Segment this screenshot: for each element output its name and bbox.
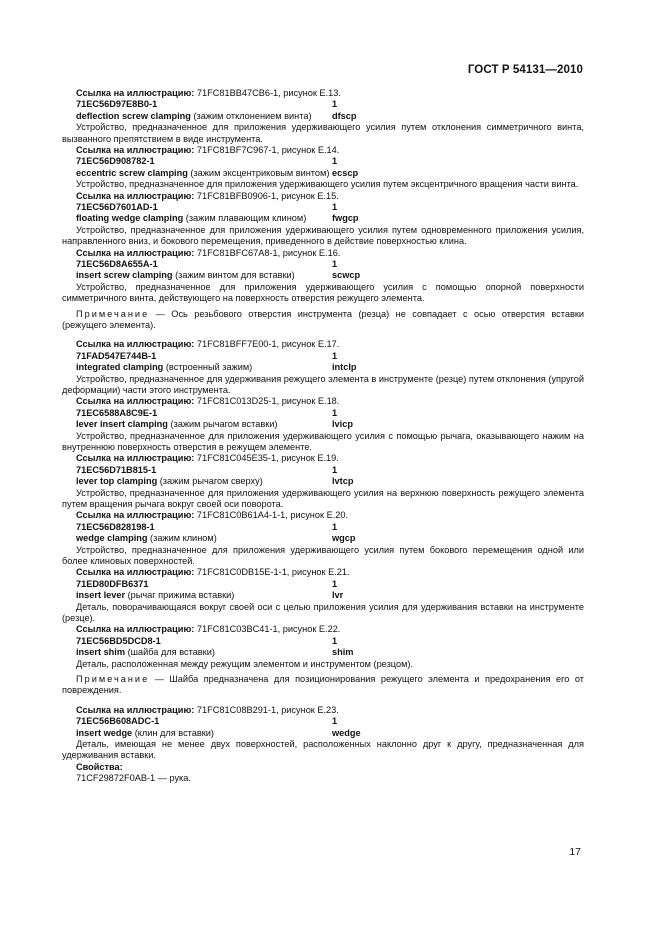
- property-item: 71CF29872F0AB-1 — рука.: [76, 773, 191, 784]
- term-abbreviation: intclp: [332, 362, 357, 373]
- term-russian: (зажим плавающим клином): [185, 213, 307, 224]
- term-code: 71EC56D8A655A-1: [76, 259, 158, 269]
- term-row: [62, 111, 584, 122]
- page-number: 17: [569, 846, 581, 858]
- illustration-ref: [62, 624, 584, 635]
- term-english: integrated clamping: [76, 362, 164, 373]
- term-russian: (шайба для вставки): [127, 647, 215, 658]
- document-body: [62, 88, 584, 785]
- term-description: Устройство, предназначенное для удерживания режущего элемента в инструменте (резце) путем отклонения (упругой деформации) части этого инструмента.: [62, 373, 584, 395]
- term-row: [62, 476, 584, 487]
- illustration-ref: [62, 145, 584, 156]
- term-abbreviation: ecscp: [332, 167, 359, 178]
- term-russian: (зажим отклонением винта): [193, 110, 312, 121]
- term-code-row: [62, 465, 584, 476]
- term-row: [62, 647, 584, 658]
- illustration-ref: [62, 88, 584, 99]
- term-code-row: [62, 408, 584, 419]
- illustration-ref: [62, 453, 584, 464]
- ref-label: Ссылка на иллюстрацию:: [76, 88, 195, 98]
- term-russian: (встроенный зажим): [165, 362, 253, 373]
- term-english: insert screw clamping: [76, 270, 173, 281]
- term-code-row: [62, 579, 584, 590]
- term-name: [76, 111, 312, 122]
- term-english: eccentric screw clamping: [76, 167, 188, 178]
- term-code-number: 1: [332, 716, 338, 727]
- ref-value: 71FC81BFF7E00-1, рисунок Е.17.: [196, 339, 340, 350]
- term-name: [76, 533, 217, 544]
- note: [62, 309, 584, 332]
- term-abbreviation: wedge: [332, 727, 361, 738]
- term-code-number: 1: [332, 259, 338, 269]
- ref-value: 71FC81C03BC41-1, рисунок Е.22.: [196, 624, 341, 635]
- term-description: Устройство, предназначенное для приложения удерживающего усилия путем одновременного приложения усилия, направленного вниз, и бокового перемещения, приведенного в действие поверхностью клина.: [62, 224, 584, 247]
- term-russian: (зажим клином): [150, 533, 217, 544]
- term-code: 71EC56D7601AD-1: [76, 202, 158, 212]
- term-description: Устройство, предназначенное для приложения удерживающего усилия с помощью опорной поверхности симметричного винта, действующего на поверхность отверстия режущего элемента.: [62, 281, 584, 304]
- term-russian: (зажим рычагом сверху): [159, 476, 263, 487]
- term-russian: (зажим рычагом вставки): [170, 419, 278, 430]
- term-english: floating wedge clamping: [76, 213, 184, 224]
- ref-value: 71FC81C013D25-1, рисунок Е.18.: [196, 396, 340, 407]
- term-name: [76, 168, 329, 179]
- term-code-row: [62, 259, 584, 270]
- note: [62, 674, 584, 697]
- term-code: 71EC56BD5DCD8-1: [76, 635, 161, 646]
- ref-label: Ссылка на иллюстрацию:: [76, 624, 195, 635]
- term-code-number: 1: [332, 407, 338, 418]
- term-code-number: 1: [332, 202, 338, 212]
- term-code: 71EC56D71B815-1: [76, 464, 157, 475]
- ref-value: 71FC81C0B61A4-1-1, рисунок Е.20.: [196, 510, 349, 521]
- illustration-ref: [62, 510, 584, 521]
- term-name: [76, 419, 277, 430]
- term-code-row: [62, 99, 584, 110]
- term-english: insert lever: [76, 590, 126, 601]
- ref-label: Ссылка на иллюстрацию:: [76, 567, 195, 578]
- term-description: Устройство, предназначенное для приложения удерживающего усилия путем отклонения симметричного винта, вызванного препятствием в виде инструмента.: [62, 122, 584, 144]
- term-abbreviation: shim: [332, 647, 354, 658]
- ref-value: 71FC81BB47CB6-1, рисунок Е.13.: [196, 88, 341, 98]
- term-name: [76, 270, 295, 281]
- term-english: insert shim: [76, 647, 126, 658]
- illustration-ref: [62, 705, 584, 716]
- term-english: deflection screw clamping: [76, 110, 191, 121]
- term-description: Устройство, предназначенное для приложения удерживающего усилия путем эксцентричного вращения части винта.: [76, 179, 579, 190]
- term-code: 71EC56D908782-1: [76, 156, 155, 167]
- term-row: [62, 419, 584, 430]
- term-row: [62, 168, 584, 179]
- term-code: 71EC56B608ADC-1: [76, 716, 160, 727]
- term-russian: (зажим эксцентриковым винтом): [190, 167, 330, 178]
- ref-value: 71FC81BFC67A8-1, рисунок Е.16.: [196, 247, 341, 258]
- term-code-number: 1: [332, 521, 338, 532]
- term-code-number: 1: [332, 578, 338, 589]
- note-label: Примечание: [76, 674, 150, 684]
- term-russian: (рычаг прижима вставки): [127, 590, 235, 601]
- term-code-number: 1: [332, 156, 338, 167]
- ref-label: Ссылка на иллюстрацию:: [76, 145, 195, 155]
- illustration-ref: [62, 339, 584, 350]
- term-row: [62, 590, 584, 601]
- term-description: Устройство, предназначенное для приложения удерживающего усилия путем бокового перемещения одной или более клиновых поверхностей.: [62, 544, 584, 566]
- term-name: [76, 213, 306, 224]
- term-code: 71FAD547E744B-1: [76, 350, 157, 361]
- ref-label: Ссылка на иллюстрацию:: [76, 510, 195, 521]
- term-name: [76, 590, 234, 601]
- term-code-row: [62, 351, 584, 362]
- ref-label: Ссылка на иллюстрацию:: [76, 704, 195, 715]
- term-code-number: 1: [332, 464, 338, 475]
- illustration-ref: [62, 191, 584, 202]
- term-row: [62, 728, 584, 739]
- term-code: 71EC56D97E8B0-1: [76, 99, 158, 110]
- term-code: 71EC6588A8C9E-1: [76, 407, 158, 418]
- ref-value: 71FC81BF7C967-1, рисунок Е.14.: [196, 145, 340, 155]
- term-abbreviation: lvicp: [332, 419, 353, 430]
- term-description: Устройство, предназначенное для приложения удерживающего усилия с помощью рычага, оказывающего нажим на внутреннюю поверхность отверстия в режущем элементе.: [62, 430, 584, 452]
- term-description: Деталь, имеющая не менее двух поверхностей, расположенных наклонно друг к другу, предназначенная для удерживания вставки.: [62, 739, 584, 761]
- ref-value: 71FC81C0DB15E-1-1, рисунок Е.21.: [196, 567, 350, 578]
- term-abbreviation: scwcp: [332, 270, 361, 281]
- note-text: — Шайба предназначена для позиционирования режущего элемента и предохранения его от повреждения.: [62, 674, 584, 696]
- term-row: [62, 533, 584, 544]
- ref-value: 71FC81C08B291-1, рисунок Е.23.: [196, 704, 339, 715]
- term-code: 71EC56D828198-1: [76, 521, 155, 532]
- term-abbreviation: lvtcp: [332, 476, 354, 487]
- note-text: — Ось резьбового отверстия инструмента (резца) не совпадает с осью отверстия вставки (режущего элемента).: [62, 308, 584, 330]
- term-code-number: 1: [332, 635, 338, 646]
- term-code-number: 1: [332, 99, 338, 110]
- term-description: Деталь, расположенная между режущим элементом и инструментом (резцом).: [76, 658, 413, 669]
- ref-label: Ссылка на иллюстрацию:: [76, 339, 195, 350]
- term-code-row: [62, 156, 584, 167]
- term-english: lever top clamping: [76, 476, 158, 487]
- standard-header: ГОСТ Р 54131—2010: [467, 64, 583, 76]
- term-description: Устройство, предназначенное для приложения удерживающего усилия на верхнюю поверхность режущего элемента путем вращения рычага вокруг своей оси поворота.: [62, 487, 584, 509]
- ref-label: Ссылка на иллюстрацию:: [76, 190, 195, 201]
- term-code-row: [62, 636, 584, 647]
- illustration-ref: [62, 567, 584, 578]
- term-english: lever insert clamping: [76, 419, 168, 430]
- term-code: 71ED80DFB6371: [76, 578, 149, 589]
- term-code-row: [62, 522, 584, 533]
- term-abbreviation: wgcp: [332, 533, 356, 544]
- note-label: Примечание: [76, 308, 150, 319]
- term-abbreviation: dfscp: [332, 110, 357, 121]
- illustration-ref: [62, 396, 584, 407]
- term-name: [76, 647, 215, 658]
- term-code-row: [62, 716, 584, 727]
- term-row: [62, 270, 584, 281]
- term-row: [62, 213, 584, 224]
- term-english: insert wedge: [76, 727, 133, 738]
- term-code-row: [62, 202, 584, 213]
- term-name: [76, 476, 263, 487]
- ref-label: Ссылка на иллюстрацию:: [76, 396, 195, 407]
- illustration-ref: [62, 248, 584, 259]
- ref-label: Ссылка на иллюстрацию:: [76, 453, 195, 464]
- term-code-number: 1: [332, 350, 338, 361]
- term-description: Деталь, поворачивающаяся вокруг своей оси с целью приложения усилия для удерживания вставки на инструменте (резце).: [62, 601, 584, 623]
- term-russian: (зажим винтом для вставки): [175, 270, 295, 281]
- ref-value: 71FC81C045E35-1, рисунок Е.19.: [196, 453, 339, 464]
- properties-label: Свойства:: [76, 761, 123, 772]
- term-abbreviation: fwgcp: [332, 213, 359, 224]
- ref-value: 71FC81BFB0906-1, рисунок Е.15.: [196, 190, 339, 201]
- term-row: [62, 362, 584, 373]
- term-english: wedge clamping: [76, 533, 148, 544]
- ref-label: Ссылка на иллюстрацию:: [76, 247, 195, 258]
- term-name: [76, 728, 214, 739]
- term-name: [76, 362, 252, 373]
- term-abbreviation: lvr: [332, 590, 344, 601]
- term-russian: (клин для вставки): [134, 727, 214, 738]
